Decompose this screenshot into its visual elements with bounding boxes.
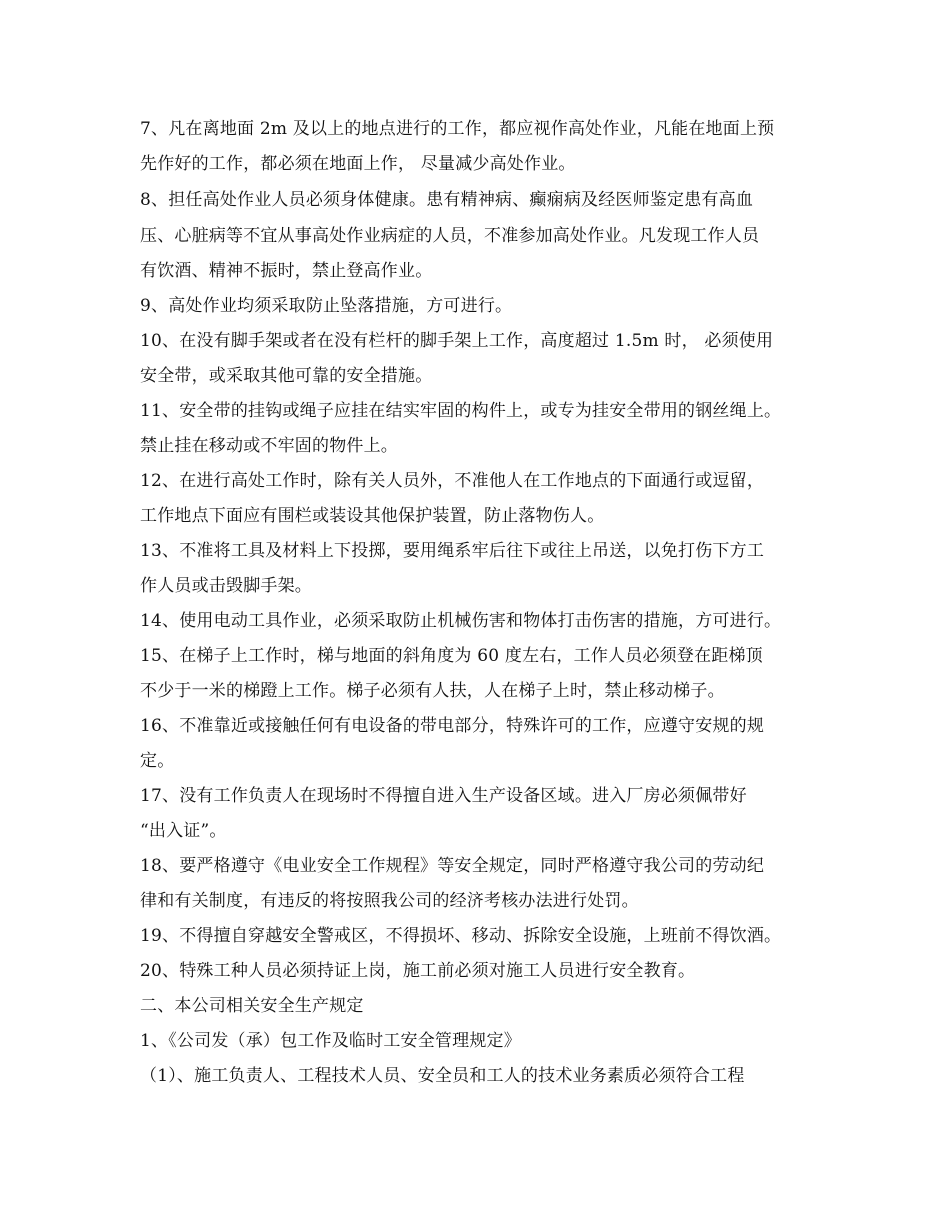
text-line: 17、没有工作负责人在现场时不得擅自进入生产设备区域。进入厂房必须佩带好 xyxy=(140,786,747,806)
text-line: 14、使用电动工具作业，必须采取防止机械伤害和物体打击伤害的措施，方可进行。 xyxy=(140,611,782,631)
text-line: 15、在梯子上工作时，梯与地面的斜角度为 60 度左右，工作人员必须登在距梯顶 xyxy=(140,646,763,666)
text-line: 16、不准靠近或接触任何有电设备的带电部分，特殊许可的工作，应遵守安规的规 xyxy=(140,716,765,736)
text-line: 13、不准将工具及材料上下投掷，要用绳系牢后往下或往上吊送，以免打伤下方工 xyxy=(140,541,765,561)
text-line: 8、担任高处作业人员必须身体健康。患有精神病、癫痫病及经医师鉴定患有高血 xyxy=(140,190,754,210)
text-line: 作人员或击毁脚手架。 xyxy=(140,576,312,596)
text-line: 压、心脏病等不宜从事高处作业病症的人员，不准参加高处作业。凡发现工作人员 xyxy=(140,226,760,246)
text-line: 20、特殊工种人员必须持证上岗，施工前必须对施工人员进行安全教育。 xyxy=(140,961,696,981)
text-line: 有饮酒、精神不振时，禁止登高作业。 xyxy=(140,261,433,281)
text-line: 9、高处作业均须采取防止坠落措施，方可进行。 xyxy=(140,296,513,316)
text-line: 18、要严格遵守《电业安全工作规程》等安全规定，同时严格遵守我公司的劳动纪 xyxy=(140,856,765,876)
text-line: 11、安全带的挂钩或绳子应挂在结实牢固的构件上，或专为挂安全带用的钢丝绳上。 xyxy=(140,401,782,421)
text-line: 12、在进行高处工作时，除有关人员外，不准他人在工作地点的下面通行或逗留， xyxy=(140,471,765,491)
section-heading: 二、本公司相关安全生产规定 xyxy=(140,996,364,1016)
text-line: 不少于一米的梯蹬上工作。梯子必须有人扶，人在梯子上时，禁止移动梯子。 xyxy=(140,681,725,701)
text-line: 定。 xyxy=(140,751,175,771)
text-line: 工作地点下面应有围栏或装设其他保护装置，防止落物伤人。 xyxy=(140,506,605,526)
text-line: 先作好的工作，都必须在地面上作， 尽量减少高处作业。 xyxy=(140,154,576,174)
text-line: （1）、施工负责人、工程技术人员、安全员和工人的技术业务素质必须符合工程 xyxy=(140,1066,745,1086)
subsection-heading: 1、《公司发（承）包工作及临时工安全管理规定》 xyxy=(140,1031,521,1051)
text-line: 禁止挂在移动或不牢固的物件上。 xyxy=(140,436,398,456)
text-line: 19、不得擅自穿越安全警戒区，不得损坏、移动、拆除安全设施，上班前不得饮酒。 xyxy=(140,926,782,946)
text-line: 律和有关制度，有违反的将按照我公司的经济考核办法进行处罚。 xyxy=(140,891,639,911)
text-line: 10、在没有脚手架或者在没有栏杆的脚手架上工作，高度超过 1.5m 时， 必须使用 xyxy=(140,331,774,351)
text-line: 安全带，或采取其他可靠的安全措施。 xyxy=(140,366,433,386)
text-line: “出入证”。 xyxy=(140,821,227,841)
text-line: 7、凡在离地面 2m 及以上的地点进行的工作，都应视作高处作业，凡能在地面上预 xyxy=(140,119,775,139)
